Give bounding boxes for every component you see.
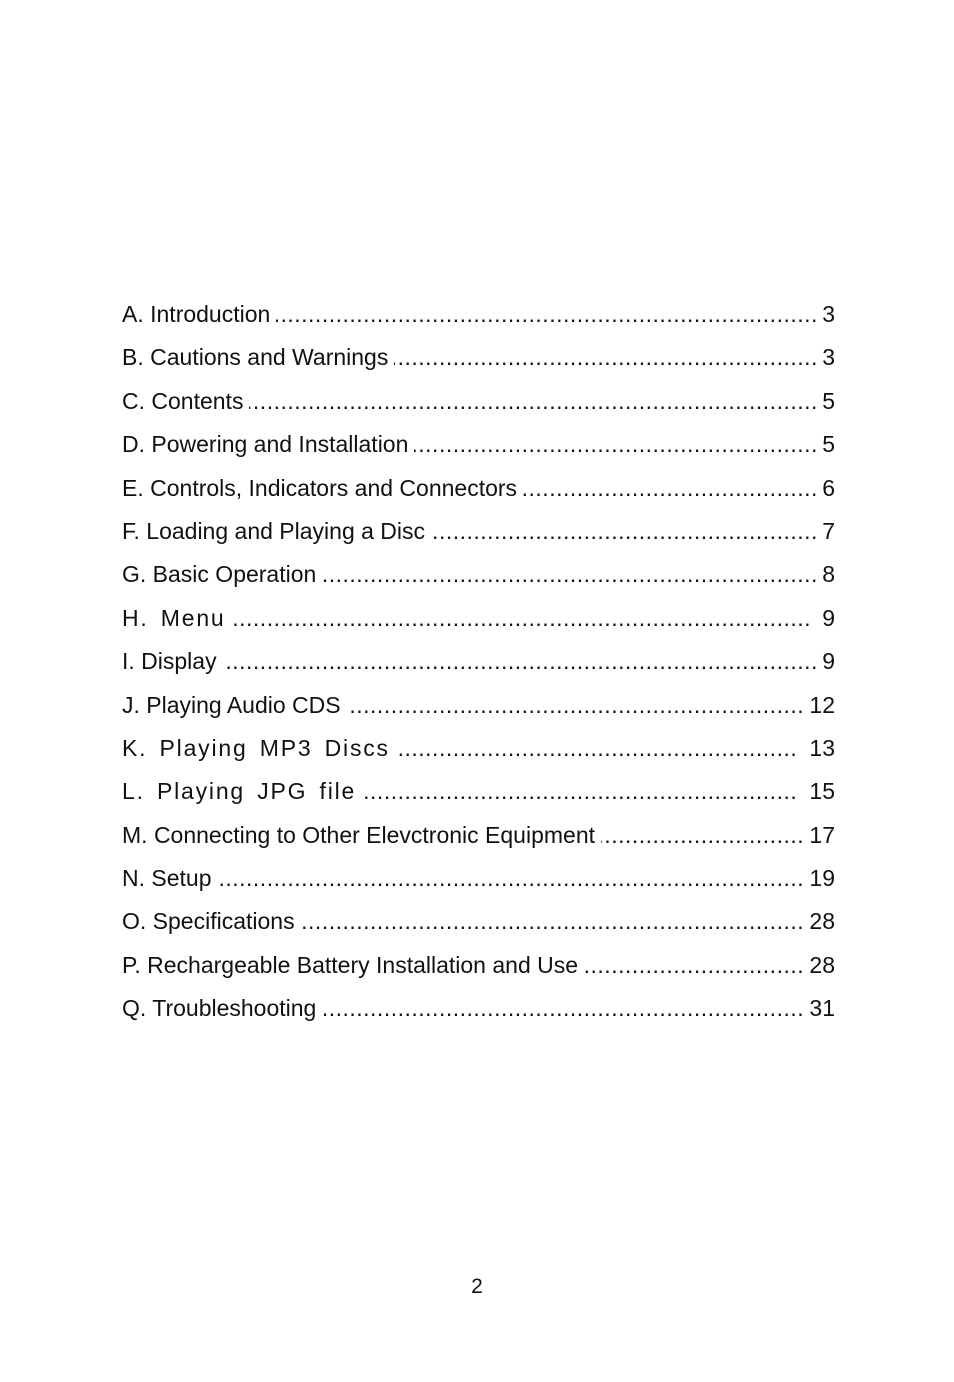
toc-entry-troubleshooting[interactable]	[122, 991, 835, 1034]
toc-entry-title: F. Loading and Playing a Disc	[122, 514, 431, 548]
toc-entry-title: J. Playing Audio CDS	[122, 688, 347, 722]
toc-entry-page: 6	[816, 471, 835, 505]
toc-entry-page: 9	[810, 601, 835, 635]
toc-entry-title: K. Playing MP3 Discs	[122, 731, 396, 765]
toc-entry-title: P. Rechargeable Battery Installation and Use	[122, 948, 584, 982]
toc-entry-title: E. Controls, Indicators and Connectors	[122, 471, 523, 505]
toc-entry-setup[interactable]	[122, 861, 835, 904]
toc-entry-title: D. Powering and Installation	[122, 427, 414, 461]
page-number: 2	[471, 1275, 483, 1298]
toc-entry-rechargeable-battery[interactable]	[122, 948, 835, 991]
toc-entry-playing-mp3-discs[interactable]	[122, 731, 835, 774]
toc-entry-page: 31	[803, 991, 835, 1025]
toc-entry-page: 17	[803, 818, 835, 852]
toc-entry-title: L. Playing JPG file	[122, 774, 362, 808]
toc-entry-menu[interactable]	[122, 601, 835, 644]
toc-entry-display[interactable]	[122, 644, 835, 687]
toc-entry-title: G. Basic Operation	[122, 557, 322, 591]
toc-entry-page: 12	[803, 688, 835, 722]
toc-entry-controls-indicators-connectors[interactable]	[122, 471, 835, 514]
toc-entry-page: 19	[803, 861, 835, 895]
toc-entry-playing-jpg-file[interactable]	[122, 774, 835, 817]
toc-leader-dots	[122, 861, 835, 895]
toc-entry-title: C. Contents	[122, 384, 249, 418]
toc-entry-title: O. Specifications	[122, 904, 301, 938]
toc-entry-title: I. Display	[122, 644, 223, 678]
toc-entry-playing-audio-cds[interactable]	[122, 688, 835, 731]
toc-entry-page: 7	[816, 514, 835, 548]
toc-entry-specifications[interactable]	[122, 904, 835, 947]
toc-entry-page: 15	[797, 774, 835, 808]
toc-entry-page: 13	[797, 731, 835, 765]
toc-leader-dots	[122, 644, 835, 678]
toc-entry-title: A. Introduction	[122, 297, 276, 331]
toc-entry-page: 3	[816, 340, 835, 374]
toc-entry-loading-and-playing-a-disc[interactable]	[122, 514, 835, 557]
toc-entry-page: 3	[816, 297, 835, 331]
toc-entry-page: 28	[803, 948, 835, 982]
toc-entry-connecting-other-equipment[interactable]	[122, 818, 835, 861]
toc-entry-page: 8	[816, 557, 835, 591]
toc-entry-basic-operation[interactable]	[122, 557, 835, 600]
toc-entry-title: B. Cautions and Warnings	[122, 340, 394, 374]
toc-entry-page: 28	[803, 904, 835, 938]
toc-entry-title: H. Menu	[122, 601, 232, 635]
toc-entry-introduction[interactable]	[122, 297, 835, 340]
toc-entry-title: Q. Troubleshooting	[122, 991, 322, 1025]
toc-entry-page: 9	[816, 644, 835, 678]
toc-entry-title: M. Connecting to Other Elevctronic Equipment	[122, 818, 601, 852]
toc-entry-page: 5	[816, 384, 835, 418]
toc-entry-powering-and-installation[interactable]	[122, 427, 835, 470]
toc-entry-title: N. Setup	[122, 861, 218, 895]
toc-entry-contents[interactable]	[122, 384, 835, 427]
toc-entry-page: 5	[816, 427, 835, 461]
table-of-contents	[122, 297, 835, 1035]
toc-entry-cautions-and-warnings[interactable]	[122, 340, 835, 383]
